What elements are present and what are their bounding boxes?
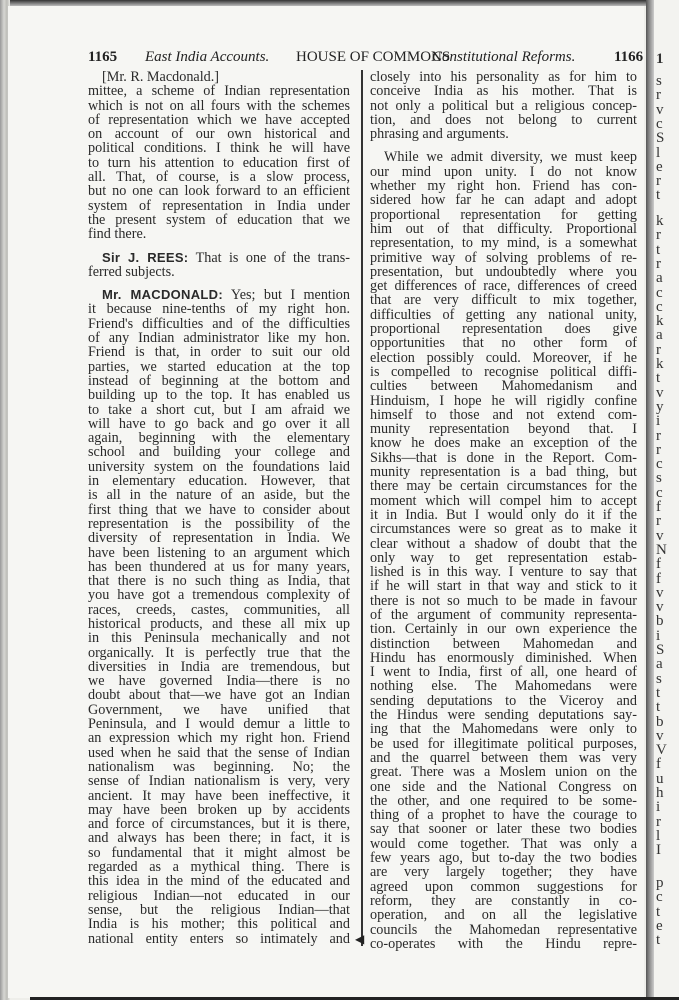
text-line: primitive way of solving problems of re- [370, 250, 637, 265]
next-page-char: I [656, 842, 661, 859]
text-line: our mind upon unity. I do not know [370, 164, 637, 180]
text-line: phrasing and arguments. [370, 127, 509, 142]
text-line: Sir J. REES: That is one of the trans- [102, 250, 350, 265]
next-page-char: t [656, 241, 661, 258]
text-line: may have been broken up by accidents [88, 802, 350, 818]
text-line: get differences of race, differences of creed [370, 279, 637, 294]
text-line: conceive India as his mother. That is [370, 84, 637, 99]
text-line: thing of a prophet to have the courage to [370, 808, 637, 823]
text-line: so fundamental that it might almost be [88, 845, 350, 861]
next-page-char: v [656, 584, 664, 601]
next-page-char: V [656, 742, 667, 759]
next-page-char: c [656, 115, 663, 132]
next-page-char: l [656, 144, 661, 161]
column-divider [361, 70, 363, 946]
text-line: Friend is that, in order to suit our old [88, 345, 350, 360]
text-line: have been listening to an argument which [88, 545, 350, 560]
next-page-char: r [656, 341, 661, 358]
right-page-number: 1166 [614, 49, 644, 65]
text-line: operation, and on all the legislative [370, 908, 637, 923]
text-line: the Hindus were sending deputations say- [370, 708, 637, 723]
paragraph [370, 70, 637, 141]
next-page-char: c [656, 284, 663, 301]
text-line: there may be certain circumstances for the [370, 479, 637, 494]
house-title: HOUSE OF COMMONS [296, 49, 451, 65]
text-line: organically. It is perfectly true that the [88, 645, 350, 660]
next-page-char: t [656, 903, 661, 920]
text-line: again, beginning with the elementary [88, 431, 350, 446]
next-page-char: v [656, 101, 664, 118]
text-line: an expression which my right hon. Friend [88, 731, 350, 746]
text-line: few years ago, but to-day the two bodies [370, 851, 637, 866]
next-page-char: N [656, 541, 667, 558]
text-line: presentation, but undoubtedly where you [370, 264, 637, 280]
next-page-char: e [656, 917, 663, 934]
left-page-number: 1165 [88, 49, 118, 65]
text-line: Hinduism, I hope he will rigidly confine [370, 393, 637, 408]
text-line: I went to India, first of all, one heard of [370, 665, 637, 680]
text-line: culties between Mahomedanism and [370, 379, 637, 394]
book-gutter [646, 0, 654, 1000]
speaker-name: Mr. MACDONALD: [102, 288, 223, 303]
next-page-char: r [656, 441, 661, 458]
text-line: munity representation is a bad thing, but [370, 465, 637, 480]
text-line: nationalism was beginning. No; the [88, 759, 350, 775]
text-line: if he will start in that way and stick to it [370, 579, 637, 594]
text-line: which is not on all fours with the schemes [88, 98, 350, 113]
next-page-char: y [656, 398, 664, 415]
text-line: has been thundered at us for many years, [88, 559, 350, 575]
right-section-title: Constitutional Reforms. [432, 49, 576, 65]
next-page-char: a [656, 656, 663, 673]
next-page-char: s [656, 73, 662, 89]
text-line: agreed upon common suggestions for [370, 879, 637, 894]
next-page-char: r [656, 173, 661, 190]
interjection-paragraph [88, 251, 350, 280]
text-line: on account of our own historical and [88, 127, 350, 142]
text-line: building up to the top. It has enabled us [88, 388, 350, 403]
next-page-char: f [656, 499, 661, 515]
text-line: moment which will compel him to accept [370, 493, 637, 508]
text-line: and force of circumstances, but it is there, [88, 817, 350, 832]
text-line: and always has been there; in fact, it is [88, 831, 350, 846]
text-line: ancient. It may have been ineffective, it [88, 788, 350, 803]
text-line: school and building your college and [88, 445, 350, 460]
text-line: election possibly could. Moreover, if he [370, 350, 637, 365]
text-line: to take a short cut, but I am afraid we [88, 402, 350, 417]
text-line: councils the Mahomedan representative [370, 922, 637, 937]
next-page-char: v [656, 527, 664, 544]
text-line: diversities in India are tremendous, but [88, 659, 350, 675]
text-line: himself to those and not extend com- [370, 407, 637, 423]
text-line: races, creeds, castes, communities, all [88, 602, 350, 617]
text-line: clear without a shadow of doubt that the [370, 536, 637, 551]
text-line: Friend's difficulties and of the difficulties [88, 316, 350, 332]
text-line: find there. [88, 227, 147, 242]
text-line: and the quarrel between them was very [370, 750, 637, 766]
text-line: political conditions. I think he will have [88, 141, 350, 156]
next-page-char: k [656, 356, 664, 372]
text-line: parties, we started education at the top [88, 359, 350, 374]
text-line: historical products, and these all mix up [88, 616, 350, 632]
next-page-char: b [656, 613, 664, 630]
next-page-char: u [656, 770, 664, 787]
text-line: of representation which we have accepted [88, 112, 350, 128]
text-line: proportional representation does give [370, 322, 637, 337]
next-page-char: t [656, 684, 661, 701]
next-page-char: t [656, 370, 661, 387]
text-line: ing that the Mahomedans were only to [370, 722, 637, 737]
running-head [88, 49, 648, 69]
next-page-char: r [656, 813, 661, 830]
left-section-title: East India Accounts. [145, 49, 270, 65]
next-page-char: r [656, 427, 661, 444]
text-line: great. There was a Moslem union on the [370, 765, 637, 780]
text-line: in this Peninsula mechanically and not [88, 631, 350, 646]
text-line: representation, to my mind, is a somewhat [370, 236, 637, 251]
next-page-char: v [656, 384, 664, 401]
text-line: but no one can look forward to an efficient [88, 184, 350, 199]
next-page-char: i [656, 627, 661, 644]
text-line: instead of beginning at the bottom and [88, 373, 350, 389]
text-line: ferred subjects. [88, 264, 175, 280]
next-page-char: a [656, 327, 663, 344]
next-page-char: r [656, 513, 661, 530]
text-line: lished is in this way. I venture to say that [370, 565, 637, 580]
text-line: closely into his personality as for him to [370, 70, 637, 85]
speaker-note: [Mr. R. Macdonald.] [102, 70, 220, 85]
text-line: of any Indian administrator like my hon. [88, 331, 350, 346]
next-page-char: i [656, 799, 661, 816]
text-line: proportional representation for getting [370, 207, 637, 222]
text-line: the present system of education that we [88, 212, 350, 228]
text-line: one side and the National Congress on [370, 779, 637, 794]
text-line: regarded as a mythical thing. There is [88, 860, 350, 875]
next-page-char: S [656, 130, 665, 147]
next-page-char: f [656, 570, 661, 587]
text-line: circumstances were so great as to make it [370, 522, 637, 537]
speaker-name: Sir J. REES: [102, 250, 189, 265]
next-page-char: v [656, 599, 664, 616]
next-page-char: s [656, 670, 662, 687]
text-line: first thing that we have to consider about [88, 502, 350, 517]
next-page-char: c [656, 484, 663, 501]
text-line: sending deputations to the Viceroy and [370, 693, 637, 709]
text-line: would come together. That was only a [370, 836, 637, 852]
text-line: say that sooner or later these two bodies [370, 822, 637, 837]
text-line: is all in the nature of an aside, but the [88, 488, 350, 503]
text-line: difficulties of getting any national unity, [370, 307, 637, 323]
next-page-char: r [656, 227, 661, 244]
text-line: religious Indian—not educated in our [88, 888, 350, 903]
next-page-char: p [656, 875, 664, 891]
text-line: that there is no such thing as India, that [88, 574, 350, 589]
text-line: know he does make an exception of the [370, 436, 637, 451]
text-line: Sikhs—that is done in the Report. Com- [370, 450, 637, 466]
text-line: system of representation in India under [88, 198, 350, 213]
next-page-char: f [656, 556, 661, 573]
next-page-char: S [656, 642, 665, 658]
text-line: munity representation beyond that. I [370, 422, 637, 437]
paragraph [88, 84, 350, 241]
next-page-char: v [656, 727, 664, 744]
text-line: nothing else. The Mahomedans were [370, 679, 637, 694]
text-line: tion, and does not belong to current [370, 112, 637, 128]
text-line: not only a political but a religious concep- [370, 98, 637, 113]
text-line: be used for illegitimate political purposes, [370, 736, 637, 751]
next-page-char: l [656, 827, 661, 844]
text-line: there is not so much to be made in favour [370, 593, 637, 608]
text-line: India is his mother; this political and [88, 917, 350, 932]
text-line: used when he said that the sense of Indian [88, 745, 350, 760]
next-page-char: c [656, 889, 663, 906]
next-page-char: f [656, 756, 661, 773]
text-line: mittee, a scheme of Indian representation [88, 84, 350, 99]
text-line: sense of Indian nationalism is very, very [88, 774, 350, 789]
next-page-char: r [656, 87, 661, 104]
text-line: all. That, of course, is a slow process, [88, 170, 350, 185]
next-page-char: i [656, 413, 661, 430]
text-line: national entity enters so intimately and [88, 931, 350, 946]
text-line: of the argument of community representa- [370, 607, 637, 623]
text-line: whether my right hon. Friend has con- [370, 179, 637, 194]
text-line: will have to go back and go over it all [88, 416, 350, 432]
next-page-char: s [656, 470, 662, 487]
next-page-char: r [656, 255, 661, 272]
text-line: co-operates with the Hindu repre- [370, 936, 637, 952]
text-line: tion. Certainly in our own experience the [370, 622, 637, 637]
text-line: to turn his attention to education first of [88, 155, 350, 171]
text-line: While we admit diversity, we must keep [384, 150, 637, 165]
text-line: university system on the foundations laid [88, 459, 350, 475]
text-line: you have got a tremendous complexity of [88, 588, 350, 603]
next-page-fragment [654, 0, 679, 1000]
next-page-char: e [656, 158, 663, 175]
paragraph [370, 150, 637, 951]
next-page-char: a [656, 270, 663, 287]
next-page-char: t [656, 932, 661, 949]
next-page-char: t [656, 187, 661, 204]
text-line: diversity of representation in India. We [88, 531, 350, 546]
text-line: reform, they are constantly in co- [370, 893, 637, 909]
text-line: opportunities that no other form of [370, 336, 637, 351]
next-page-char: h [656, 785, 664, 801]
reply-paragraph [88, 288, 350, 946]
next-page-char: k [656, 313, 664, 330]
text-line: the other, and one required to be some- [370, 793, 637, 809]
text-line: Mr. MACDONALD: Yes; but I mention [102, 288, 350, 303]
left-column [88, 70, 350, 946]
next-page-char: 1 [656, 51, 664, 67]
right-column [370, 70, 637, 951]
next-page-char: b [656, 713, 664, 730]
text-line: we have governed India—there is no [88, 674, 350, 689]
text-line: that are very difficult to mix together, [370, 293, 637, 308]
next-page-char: k [656, 213, 664, 229]
text-line: Government, we have unified that [88, 702, 350, 718]
next-page-char: t [656, 699, 661, 716]
text-line: Peninsula, and I would demur a little to [88, 717, 350, 732]
text-line: him out of that difficulty. Proportional [370, 221, 637, 237]
text-line: doubt about that—we have got an Indian [88, 688, 350, 703]
next-page-char: c [656, 456, 663, 473]
text-line: sense, but the religious Indian—that [88, 902, 350, 918]
text-line: sidered how far he can adapt and adopt [370, 193, 637, 208]
next-page-char: c [656, 298, 663, 315]
text-line: distinction between Mahomedan and [370, 636, 637, 651]
text-line: representation is the possibility of the [88, 516, 350, 532]
text-line: it in India. But I would only do it if the [370, 507, 637, 523]
text-line: only way to get representation estab- [370, 550, 637, 566]
text-line: it because nine-tenths of my right hon. [88, 302, 350, 317]
text-line: in elementary education. However, that [88, 474, 350, 489]
text-line: is compelled to recognise political diffi- [370, 364, 637, 380]
text-line: this idea in the mind of the educated and [88, 874, 350, 889]
continuation-arrow-icon: ◀ [355, 932, 365, 946]
text-line: are very largely together; they have [370, 865, 637, 880]
text-line: Hindu has enormously diminished. When [370, 650, 637, 666]
